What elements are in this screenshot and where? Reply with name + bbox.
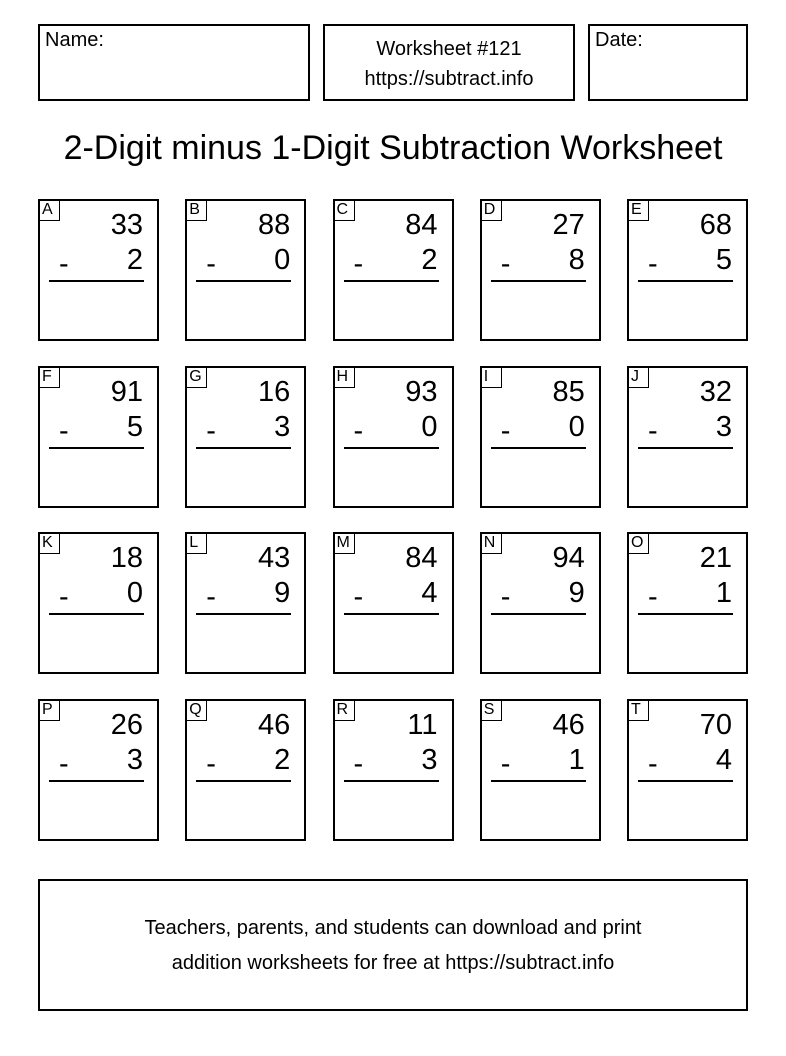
minuend: 68: [699, 209, 732, 241]
problem-card: [333, 199, 454, 341]
answer-line: [638, 613, 733, 615]
answer-line: [638, 780, 733, 782]
problem-letter: O: [627, 532, 649, 554]
footer-text-line-1: Teachers, parents, and students can download and print: [144, 917, 642, 939]
minuend: 43: [257, 542, 291, 574]
subtrahend: 2: [126, 244, 143, 276]
date-label: Date:: [595, 29, 643, 51]
problem-letter: S: [480, 699, 502, 721]
minus-sign: -: [353, 414, 364, 447]
problem-card: [185, 532, 306, 674]
minus-sign: -: [500, 747, 511, 780]
problem-card: [627, 699, 748, 841]
minuend: 21: [699, 542, 732, 574]
problem-card: [185, 199, 306, 341]
problem-card: [333, 699, 454, 841]
problem-letter: L: [185, 532, 207, 554]
subtrahend: 9: [274, 577, 291, 609]
worksheet-info-box: [323, 24, 575, 101]
answer-line: [344, 280, 439, 282]
problem-grid: [38, 199, 748, 841]
minus-sign: -: [500, 581, 511, 613]
problem-letter: H: [333, 366, 355, 388]
minus-sign: -: [648, 248, 658, 280]
problem-card: [627, 366, 748, 508]
subtrahend: 4: [421, 577, 438, 609]
minuend: 94: [552, 542, 585, 574]
subtrahend: 3: [274, 410, 291, 443]
minuend: 88: [257, 209, 291, 241]
answer-line: [196, 447, 291, 449]
answer-line: [49, 780, 144, 782]
name-field-box: [38, 24, 310, 101]
problem-letter: B: [185, 199, 207, 221]
minus-sign: -: [59, 581, 69, 613]
subtrahend: 0: [274, 244, 291, 276]
problem-card: [333, 532, 454, 674]
name-label: Name:: [45, 29, 104, 51]
problem-card: [185, 366, 306, 508]
problem-letter: C: [333, 199, 355, 221]
minuend: 93: [405, 375, 438, 408]
minus-sign: -: [59, 414, 69, 447]
minuend: 46: [552, 708, 585, 741]
problem-letter: R: [333, 699, 355, 721]
answer-line: [344, 613, 439, 615]
problem-letter: T: [627, 699, 649, 721]
problem-letter: Q: [185, 699, 207, 721]
minuend: 85: [552, 375, 585, 408]
subtrahend: 5: [126, 410, 143, 443]
minuend: 26: [110, 708, 143, 741]
answer-line: [638, 447, 733, 449]
minuend: 27: [552, 209, 585, 241]
problem-letter: G: [185, 366, 207, 388]
problem-card: [480, 199, 601, 341]
minuend: 16: [257, 375, 291, 408]
subtrahend: 3: [421, 743, 438, 776]
answer-line: [49, 280, 144, 282]
minus-sign: -: [206, 414, 216, 447]
minus-sign: -: [353, 581, 364, 613]
problem-card: [38, 699, 159, 841]
answer-line: [196, 780, 291, 782]
problem-card: [480, 366, 601, 508]
answer-line: [638, 280, 733, 282]
answer-line: [344, 447, 439, 449]
minus-sign: -: [353, 747, 364, 780]
problem-letter: P: [38, 699, 60, 721]
subtrahend: 3: [715, 410, 732, 443]
subtrahend: 3: [126, 743, 143, 776]
subtrahend: 0: [126, 577, 143, 609]
footer-box: [38, 879, 748, 1011]
problem-letter: M: [333, 532, 355, 554]
problem-card: [185, 699, 306, 841]
problem-letter: A: [38, 199, 60, 221]
problem-letter: N: [480, 532, 502, 554]
minuend: 11: [407, 708, 438, 741]
minuend: 32: [699, 375, 732, 408]
minus-sign: -: [648, 581, 658, 613]
answer-line: [491, 780, 586, 782]
problem-card: [38, 366, 159, 508]
subtrahend: 0: [568, 410, 585, 443]
answer-line: [49, 613, 144, 615]
answer-line: [344, 780, 439, 782]
subtrahend: 8: [568, 244, 585, 276]
subtrahend: 0: [421, 410, 438, 443]
answer-line: [196, 613, 291, 615]
minus-sign: -: [648, 414, 658, 447]
minus-sign: -: [648, 747, 658, 780]
problem-letter: J: [627, 366, 649, 388]
minus-sign: -: [500, 248, 511, 280]
answer-line: [491, 613, 586, 615]
minuend: 91: [110, 375, 143, 408]
answer-line: [49, 447, 144, 449]
problem-letter: D: [480, 199, 502, 221]
answer-line: [491, 447, 586, 449]
problem-card: [333, 366, 454, 508]
problem-card: [480, 532, 601, 674]
subtrahend: 1: [715, 577, 732, 609]
page-title: 2-Digit minus 1-Digit Subtraction Worksheet: [63, 129, 723, 167]
problem-card: [627, 199, 748, 341]
minus-sign: -: [500, 414, 511, 447]
minus-sign: -: [59, 248, 69, 280]
worksheet-url: https://subtract.info: [364, 68, 534, 90]
minuend: 70: [699, 708, 732, 741]
problem-card: [38, 532, 159, 674]
minuend: 84: [405, 209, 438, 241]
subtrahend: 1: [568, 743, 585, 776]
footer-text-line-2: addition worksheets for free at https://subtract.info: [171, 952, 615, 974]
minus-sign: -: [59, 747, 69, 780]
minus-sign: -: [206, 747, 216, 780]
minuend: 18: [110, 542, 143, 574]
subtrahend: 2: [274, 743, 291, 776]
problem-letter: K: [38, 532, 60, 554]
problem-card: [627, 532, 748, 674]
subtrahend: 5: [715, 244, 732, 276]
answer-line: [196, 280, 291, 282]
problem-letter: I: [480, 366, 502, 388]
minus-sign: -: [353, 248, 364, 280]
minuend: 46: [257, 708, 291, 741]
problem-letter: E: [627, 199, 649, 221]
minuend: 84: [405, 542, 438, 574]
minus-sign: -: [206, 581, 216, 613]
problem-card: [480, 699, 601, 841]
date-field-box: [588, 24, 748, 101]
answer-line: [491, 280, 586, 282]
minuend: 33: [110, 209, 143, 241]
worksheet-number: Worksheet #121: [376, 38, 522, 60]
minus-sign: -: [206, 248, 216, 280]
subtrahend: 9: [568, 577, 585, 609]
problem-letter: F: [38, 366, 60, 388]
subtrahend: 4: [715, 743, 732, 776]
subtrahend: 2: [421, 244, 438, 276]
problem-card: [38, 199, 159, 341]
